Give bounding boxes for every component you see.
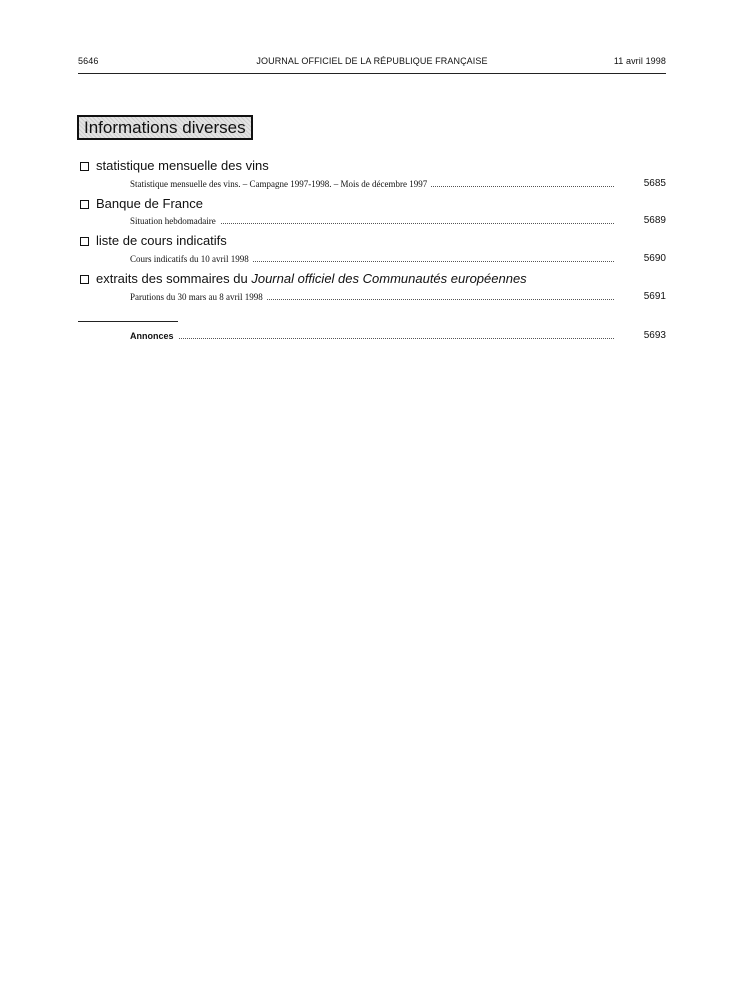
toc-entry[interactable]	[130, 291, 666, 303]
section-title: Informations diverses	[84, 118, 246, 137]
section-title-box	[77, 115, 253, 140]
page-header	[78, 56, 666, 70]
checkbox-icon	[80, 200, 89, 209]
separator-rule	[78, 321, 178, 322]
toc-heading-text: liste de cours indicatifs	[96, 233, 227, 248]
toc-entry-text: Cours indicatifs du 10 avril 1998	[130, 253, 253, 265]
toc-page-number: 5685	[643, 178, 666, 189]
toc-heading-text: statistique mensuelle des vins	[96, 158, 269, 173]
checkbox-icon	[80, 237, 89, 246]
annonces-entry[interactable]	[130, 330, 666, 342]
annonces-page-number: 5693	[643, 330, 666, 341]
checkbox-icon	[80, 275, 89, 284]
toc-entry-text: Situation hebdomadaire	[130, 215, 220, 227]
toc-heading	[80, 271, 527, 287]
toc-page-number: 5691	[643, 291, 666, 302]
toc-page-number: 5689	[643, 215, 666, 226]
header-rule	[78, 73, 666, 74]
page-number: 5646	[78, 56, 99, 66]
journal-title: JOURNAL OFFICIEL DE LA RÉPUBLIQUE FRANÇAISE	[256, 56, 488, 66]
toc-entry[interactable]	[130, 178, 666, 190]
toc-heading-italic: Journal officiel des Communautés européennes	[251, 271, 527, 286]
toc-entry[interactable]	[130, 253, 666, 265]
toc-heading	[80, 196, 203, 212]
annonces-label: Annonces	[130, 330, 178, 342]
toc-entry[interactable]	[130, 215, 666, 227]
checkbox-icon	[80, 162, 89, 171]
toc-page-number: 5690	[643, 253, 666, 264]
toc-heading-text: Banque de France	[96, 196, 203, 211]
toc-entry-text: Parutions du 30 mars au 8 avril 1998	[130, 291, 267, 303]
toc-entry-text: Statistique mensuelle des vins. – Campagne 1997-1998. – Mois de décembre 1997	[130, 178, 431, 190]
toc-heading-text: extraits des sommaires du	[96, 271, 252, 286]
toc-heading	[80, 158, 269, 174]
dot-leader	[130, 338, 614, 339]
toc-heading	[80, 233, 227, 249]
issue-date: 11 avril 1998	[613, 56, 666, 66]
